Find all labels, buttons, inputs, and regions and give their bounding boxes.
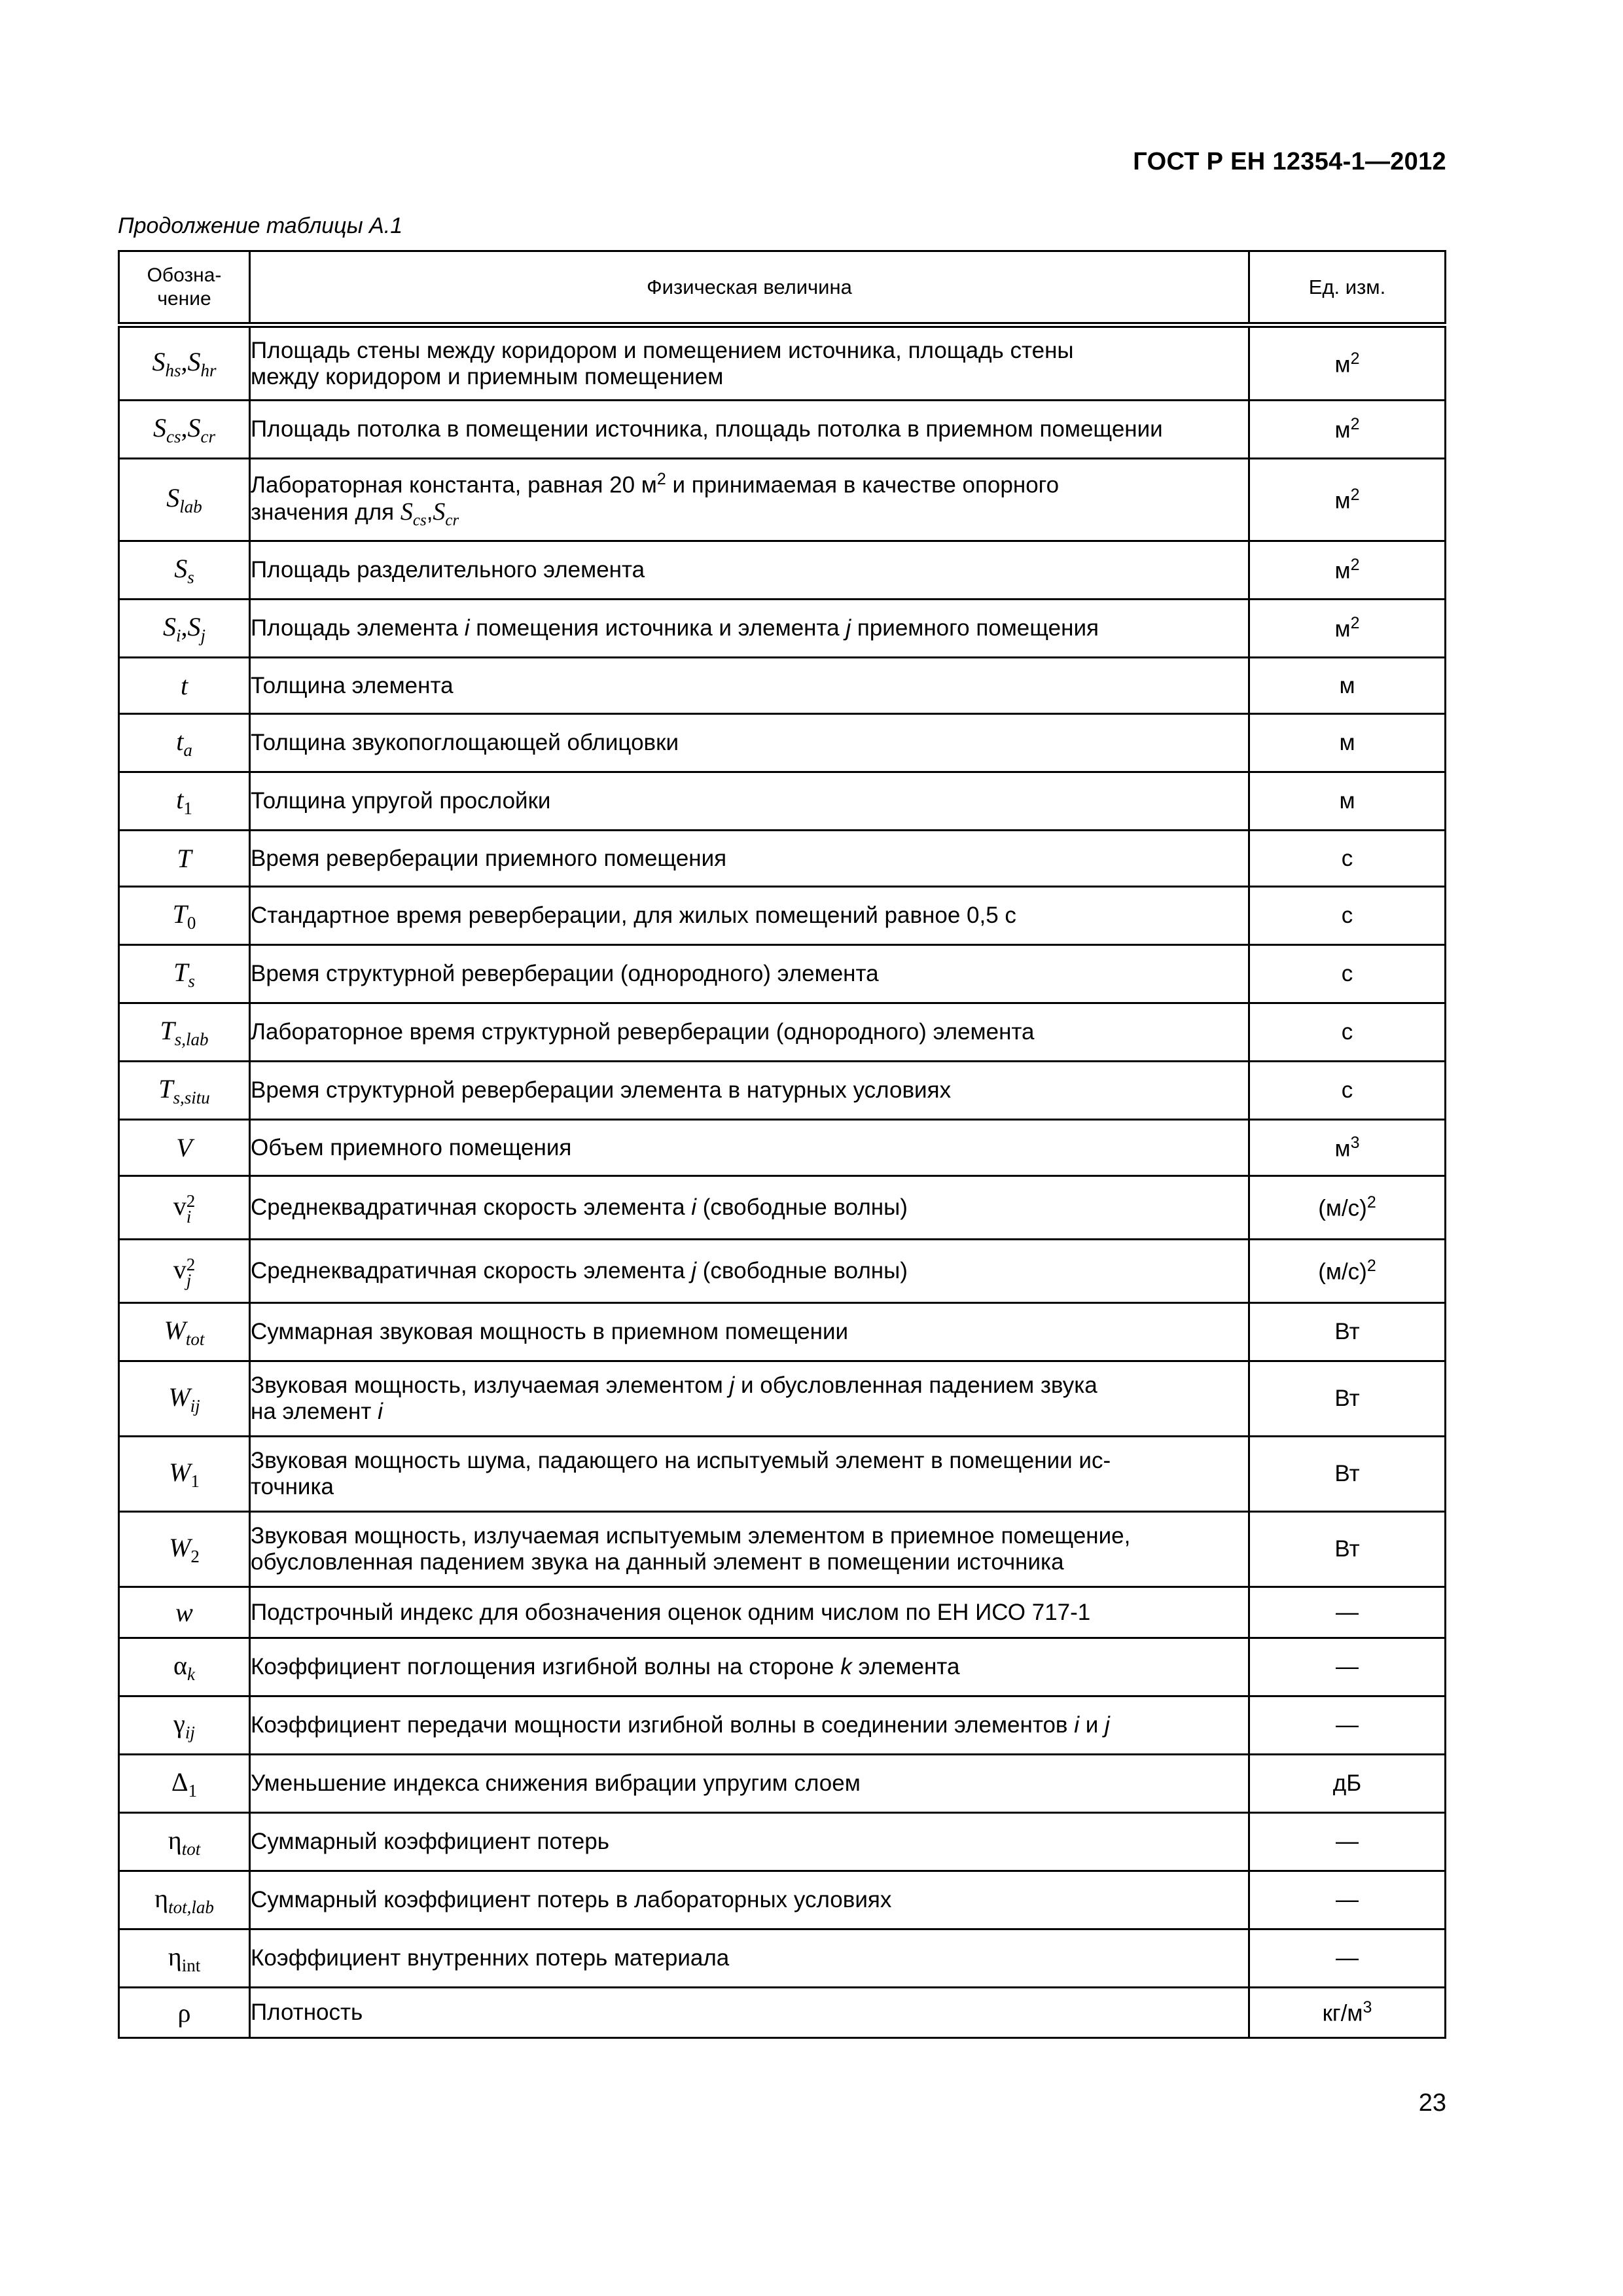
description-cell: Плотность: [250, 1988, 1249, 2038]
description-cell: Звуковая мощность шума, падающего на испытуемый элемент в помещении ис- точника: [250, 1437, 1249, 1512]
description-cell: Время структурной реверберации (однородного) элемента: [250, 945, 1249, 1003]
symbol-cell: $t_a$: [119, 714, 250, 772]
symbol-cell: $W_1$: [119, 1437, 250, 1512]
description-cell: Лабораторная константа, равная 20 $м^2$ и принимаемая в качестве опорного значения для $S_{cs},S_{cr}$: [250, 459, 1249, 541]
description-cell: Подстрочный индекс для обозначения оценок одним числом по ЕН ИСО 717-1: [250, 1587, 1249, 1638]
symbol-cell: $\eta_{tot}$: [119, 1813, 250, 1871]
unit-cell: дБ: [1249, 1755, 1446, 1813]
unit-cell: $(м/с)^2$: [1249, 1176, 1446, 1240]
description-cell: Площадь элемента i помещения источника и элемента j приемного помещения: [250, 600, 1249, 658]
table-row: [119, 1929, 1446, 1988]
unit-cell: $м^2$: [1249, 600, 1446, 658]
symbol-cell: $S_{cs},S_{cr}$: [119, 401, 250, 459]
description-cell: Площадь потолка в помещении источника, площадь потолка в приемном помещении: [250, 401, 1249, 459]
unit-cell: —: [1249, 1929, 1446, 1988]
symbol-cell: $W_2$: [119, 1512, 250, 1587]
unit-cell: —: [1249, 1638, 1446, 1696]
page-number: 23: [1418, 2089, 1446, 2117]
table-row: [119, 1755, 1446, 1813]
description-cell: Толщина элемента: [250, 658, 1249, 714]
unit-cell: с: [1249, 887, 1446, 945]
description-cell: Коэффициент поглощения изгибной волны на стороне k элемента: [250, 1638, 1249, 1696]
table-row: [119, 772, 1446, 831]
description-cell: Время реверберации приемного помещения: [250, 831, 1249, 887]
symbol-cell: $\Delta_1$: [119, 1755, 250, 1813]
symbol-cell: T: [119, 831, 250, 887]
unit-cell: —: [1249, 1696, 1446, 1755]
table-row: [119, 325, 1446, 401]
unit-cell: —: [1249, 1871, 1446, 1929]
unit-cell: м: [1249, 714, 1446, 772]
description-cell: Суммарный коэффициент потерь: [250, 1813, 1249, 1871]
description-cell: Площадь разделительного элемента: [250, 541, 1249, 600]
table-row: [119, 600, 1446, 658]
symbol-cell: w: [119, 1587, 250, 1638]
unit-cell: Вт: [1249, 1512, 1446, 1587]
symbol-cell: V: [119, 1120, 250, 1176]
symbol-cell: $T_{s,lab}$: [119, 1003, 250, 1062]
unit-cell: Вт: [1249, 1437, 1446, 1512]
unit-cell: Вт: [1249, 1361, 1446, 1437]
unit-cell: $м^2$: [1249, 401, 1446, 459]
unit-cell: $м^2$: [1249, 325, 1446, 401]
symbols-table: [118, 250, 1446, 2039]
symbol-cell: $S_s$: [119, 541, 250, 600]
symbol-cell: $W_{ij}$: [119, 1361, 250, 1437]
table-row: [119, 1988, 1446, 2038]
symbol-cell: ρ: [119, 1988, 250, 2038]
table-row: [119, 1176, 1446, 1240]
symbol-cell: $S_{lab}$: [119, 459, 250, 541]
symbol-cell: $t_1$: [119, 772, 250, 831]
description-cell: Уменьшение индекса снижения вибрации упругим слоем: [250, 1755, 1249, 1813]
description-cell: Время структурной реверберации элемента в натурных условиях: [250, 1062, 1249, 1120]
description-cell: Толщина упругой прослойки: [250, 772, 1249, 831]
column-header-symbol: Обозна- чение: [119, 251, 250, 325]
unit-cell: —: [1249, 1813, 1446, 1871]
symbol-cell: $T_0$: [119, 887, 250, 945]
unit-cell: Вт: [1249, 1303, 1446, 1361]
description-cell: Коэффициент передачи мощности изгибной волны в соединении элементов i и j: [250, 1696, 1249, 1755]
table-row: [119, 1587, 1446, 1638]
unit-cell: $м^2$: [1249, 541, 1446, 600]
description-cell: Звуковая мощность, излучаемая элементом j и обусловленная падением звука на элемент i: [250, 1361, 1249, 1437]
description-cell: Суммарная звуковая мощность в приемном помещении: [250, 1303, 1249, 1361]
description-cell: Коэффициент внутренних потерь материала: [250, 1929, 1249, 1988]
unit-cell: $кг/м^3$: [1249, 1988, 1446, 2038]
symbol-cell: $\eta_{int}$: [119, 1929, 250, 1988]
table-row: [119, 1062, 1446, 1120]
column-header-quantity: Физическая величина: [250, 251, 1249, 325]
symbol-cell: $S_i,S_j$: [119, 600, 250, 658]
unit-cell: $м^3$: [1249, 1120, 1446, 1176]
document-standard-id: ГОСТ Р ЕН 12354-1—2012: [1133, 148, 1446, 175]
table-row: [119, 887, 1446, 945]
table-row: [119, 658, 1446, 714]
unit-cell: с: [1249, 831, 1446, 887]
table-row: [119, 714, 1446, 772]
unit-cell: —: [1249, 1587, 1446, 1638]
unit-cell: с: [1249, 945, 1446, 1003]
table-row: [119, 541, 1446, 600]
unit-cell: с: [1249, 1062, 1446, 1120]
table-header-row: [119, 251, 1446, 325]
symbol-cell: $W_{tot}$: [119, 1303, 250, 1361]
description-cell: Лабораторное время структурной реверберации (однородного) элемента: [250, 1003, 1249, 1062]
column-header-unit: Ед. изм.: [1249, 251, 1446, 325]
table-row: [119, 1871, 1446, 1929]
symbol-cell: $\alpha_k$: [119, 1638, 250, 1696]
description-cell: Стандартное время реверберации, для жилых помещений равное 0,5 с: [250, 887, 1249, 945]
table-row: [119, 1303, 1446, 1361]
symbol-cell: v 2 i: [119, 1176, 250, 1240]
symbol-cell: $T_s$: [119, 945, 250, 1003]
symbol-cell: t: [119, 658, 250, 714]
table-row: [119, 459, 1446, 541]
symbol-cell: $T_{s,situ}$: [119, 1062, 250, 1120]
description-cell: Площадь стены между коридором и помещением источника, площадь стены между коридором и приемным помещением: [250, 325, 1249, 401]
table-row: [119, 1361, 1446, 1437]
symbol-cell: $\eta_{tot,lab}$: [119, 1871, 250, 1929]
description-cell: Объем приемного помещения: [250, 1120, 1249, 1176]
table-row: [119, 831, 1446, 887]
table-row: [119, 1240, 1446, 1303]
table-row: [119, 1120, 1446, 1176]
table-row: [119, 401, 1446, 459]
description-cell: Среднеквадратичная скорость элемента i (свободные волны): [250, 1176, 1249, 1240]
table-row: [119, 945, 1446, 1003]
table-row: [119, 1512, 1446, 1587]
table-caption: Продолжение таблицы А.1: [118, 213, 403, 238]
description-cell: Толщина звукопоглощающей облицовки: [250, 714, 1249, 772]
table-row: [119, 1003, 1446, 1062]
description-cell: Звуковая мощность, излучаемая испытуемым элементом в приемное помещение, обусловленная падением звука на данный элемент в помещении источника: [250, 1512, 1249, 1587]
symbol-cell: v 2 j: [119, 1240, 250, 1303]
unit-cell: м: [1249, 772, 1446, 831]
unit-cell: с: [1249, 1003, 1446, 1062]
table-row: [119, 1638, 1446, 1696]
table-row: [119, 1696, 1446, 1755]
description-cell: Суммарный коэффициент потерь в лабораторных условиях: [250, 1871, 1249, 1929]
unit-cell: $(м/с)^2$: [1249, 1240, 1446, 1303]
description-cell: Среднеквадратичная скорость элемента j (свободные волны): [250, 1240, 1249, 1303]
unit-cell: $м^2$: [1249, 459, 1446, 541]
table-row: [119, 1437, 1446, 1512]
symbol-cell: $S_{hs},S_{hr}$: [119, 325, 250, 401]
table-row: [119, 1813, 1446, 1871]
symbol-cell: $\gamma_{ij}$: [119, 1696, 250, 1755]
unit-cell: м: [1249, 658, 1446, 714]
